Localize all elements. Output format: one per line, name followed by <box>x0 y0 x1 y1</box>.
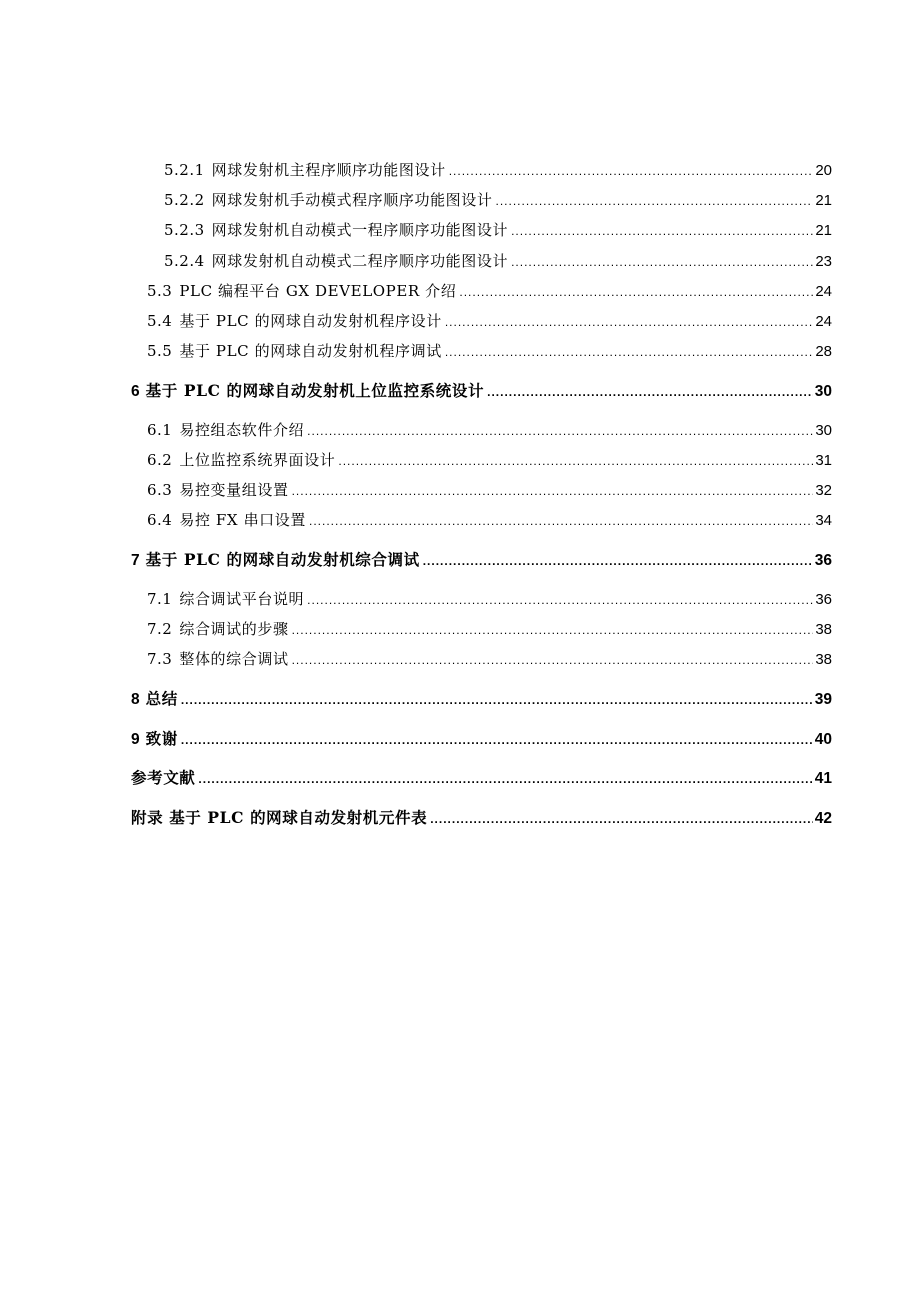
toc-entry-number: 7.3 <box>147 650 173 668</box>
toc-entry-5-2-1[interactable] <box>164 158 832 182</box>
toc-entry-page: 41 <box>814 770 832 787</box>
toc-entry-title: 基于 PLC 的网球自动发射机程序设计 <box>179 312 442 330</box>
toc-dot-leader <box>307 588 813 612</box>
toc-entry-title: 上位监控系统界面设计 <box>179 451 336 469</box>
toc-entry-5-2-3[interactable] <box>164 218 832 242</box>
toc-entry-title: 基于 PLC 的网球自动发射机综合调试 <box>145 550 420 569</box>
toc-entry-page: 20 <box>815 162 832 179</box>
toc-dot-leader <box>445 340 813 364</box>
toc-dot-leader <box>449 159 814 183</box>
toc-entry-6-1[interactable] <box>147 418 832 442</box>
toc-entry-page: 24 <box>815 313 832 330</box>
toc-entry-number: 9 <box>131 731 140 748</box>
toc-entry-number: 5.5 <box>147 342 173 360</box>
toc-entry-page: 39 <box>814 691 832 708</box>
toc-entry-number: 7.2 <box>147 620 173 638</box>
toc-entry-page: 40 <box>814 731 832 748</box>
toc-entry-title: 参考文献 <box>131 768 196 787</box>
toc-entry-5-2-4[interactable] <box>164 249 832 273</box>
toc-entry-page: 32 <box>815 482 832 499</box>
toc-dot-leader <box>423 549 813 573</box>
toc-entry-5-3[interactable] <box>147 279 832 303</box>
toc-entry-title: 致谢 <box>145 729 178 748</box>
toc-dot-leader <box>292 479 814 503</box>
toc-entry-title: 易控变量组设置 <box>179 481 289 499</box>
toc-entry-6-2[interactable] <box>147 448 832 472</box>
toc-entry-page: 36 <box>814 552 832 569</box>
toc-entry-title: PLC 编程平台 GX DEVELOPER 介绍 <box>179 282 457 300</box>
toc-entry-number: 6.3 <box>147 481 173 499</box>
toc-entry-number: 5.4 <box>147 312 173 330</box>
toc-entry-page: 34 <box>815 512 832 529</box>
toc-entry-5-5[interactable] <box>147 339 832 363</box>
toc-entry-page: 30 <box>814 383 832 400</box>
toc-entry-number: 6.4 <box>147 511 173 529</box>
toc-entry-5-4[interactable] <box>147 309 832 333</box>
toc-entry-title: 总结 <box>145 689 178 708</box>
toc-entry-number: 5.2.4 <box>164 252 205 270</box>
toc-entry-number: 5.2.2 <box>164 191 205 209</box>
toc-entry-title: 网球发射机主程序顺序功能图设计 <box>211 161 446 179</box>
toc-entry-page: 30 <box>815 422 832 439</box>
toc-entry-number: 6.2 <box>147 451 173 469</box>
toc-entry-7-1[interactable] <box>147 587 832 611</box>
toc-entry-page: 21 <box>815 222 832 239</box>
toc-entry-7-3[interactable] <box>147 647 832 671</box>
toc-entry-page: 36 <box>815 591 832 608</box>
toc-entry-page: 24 <box>815 283 832 300</box>
toc-entry-number: 5.2.3 <box>164 221 205 239</box>
toc-entry-6-3[interactable] <box>147 478 832 502</box>
toc-entry-6-4[interactable] <box>147 508 832 532</box>
toc-dot-leader <box>338 449 813 473</box>
toc-dot-leader <box>459 280 813 304</box>
toc-dot-leader <box>430 807 813 831</box>
toc-entry-title: 整体的综合调试 <box>179 650 289 668</box>
toc-dot-leader <box>307 419 813 443</box>
toc-entry-title: 网球发射机手动模式程序顺序功能图设计 <box>211 191 493 209</box>
toc-entry-7-2[interactable] <box>147 617 832 641</box>
toc-entry-appendix[interactable] <box>131 806 832 830</box>
toc-entry-title: 综合调试平台说明 <box>179 590 305 608</box>
toc-dot-leader <box>198 767 812 791</box>
toc-dot-leader <box>495 189 813 213</box>
toc-dot-leader <box>511 219 813 243</box>
toc-entry-number: 6 <box>131 383 140 400</box>
toc-entry-chapter-9[interactable] <box>131 727 832 751</box>
toc-dot-leader <box>292 618 814 642</box>
toc-entry-chapter-8[interactable] <box>131 687 832 711</box>
toc-dot-leader <box>309 509 813 533</box>
toc-entry-title: 基于 PLC 的网球自动发射机程序调试 <box>179 342 442 360</box>
toc-entry-page: 21 <box>815 192 832 209</box>
toc-entry-number: 6.1 <box>147 421 173 439</box>
toc-entry-number: 7.1 <box>147 590 173 608</box>
toc-entry-title: 易控 FX 串口设置 <box>179 511 306 529</box>
toc-entry-page: 31 <box>815 452 832 469</box>
toc-entry-5-2-2[interactable] <box>164 188 832 212</box>
toc-entry-number: 5.3 <box>147 282 173 300</box>
toc-entry-title: 易控组态软件介绍 <box>179 421 305 439</box>
toc-entry-title: 综合调试的步骤 <box>179 620 289 638</box>
toc-dot-leader <box>511 250 813 274</box>
toc-dot-leader <box>181 688 813 712</box>
toc-dot-leader <box>445 310 813 334</box>
toc-entry-title: 网球发射机自动模式二程序顺序功能图设计 <box>211 252 509 270</box>
toc-entry-page: 38 <box>815 621 832 638</box>
toc-entry-number: 5.2.1 <box>164 161 205 179</box>
toc-entry-references[interactable] <box>131 766 832 790</box>
toc-entry-title: 基于 PLC 的网球自动发射机上位监控系统设计 <box>145 381 485 400</box>
toc-dot-leader <box>181 728 813 752</box>
toc-entry-page: 23 <box>815 253 832 270</box>
toc-entry-page: 28 <box>815 343 832 360</box>
toc-entry-page: 38 <box>815 651 832 668</box>
toc-dot-leader <box>292 648 814 672</box>
toc-entry-chapter-7[interactable] <box>131 548 832 572</box>
toc-entry-title: 网球发射机自动模式一程序顺序功能图设计 <box>211 221 509 239</box>
toc-dot-leader <box>487 380 813 404</box>
toc-entry-page: 42 <box>814 810 832 827</box>
toc-entry-chapter-6[interactable] <box>131 379 832 403</box>
toc-entry-number: 7 <box>131 552 140 569</box>
toc-entry-title: 附录 基于 PLC 的网球自动发射机元件表 <box>131 808 428 827</box>
toc-entry-number: 8 <box>131 691 140 708</box>
